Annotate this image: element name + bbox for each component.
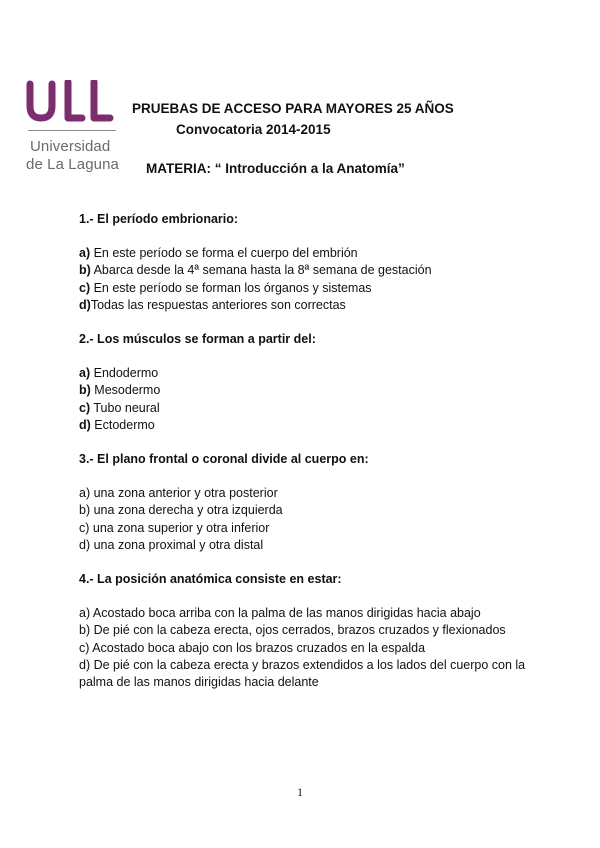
question-4 (79, 571, 549, 691)
option-b: b) Abarca desde la 4ª semana hasta la 8ª semana de gestación (79, 263, 432, 278)
question-title: 3.- El plano frontal o coronal divide al cuerpo en: (79, 452, 369, 467)
exam-convocatoria: Convocatoria 2014-2015 (176, 122, 331, 137)
question-options (79, 245, 549, 314)
question-options (79, 365, 549, 434)
question-options (79, 485, 549, 554)
university-logo (24, 80, 124, 175)
option-b: b) una zona derecha y otra izquierda (79, 503, 283, 518)
question-options (79, 605, 549, 691)
option-a: a) En este período se forma el cuerpo del embrión (79, 246, 358, 261)
logo-location-text: de La Laguna (26, 156, 119, 173)
exam-title: PRUEBAS DE ACCESO PARA MAYORES 25 AÑOS (132, 101, 454, 116)
question-title: 1.- El período embrionario: (79, 212, 239, 226)
option-a: a) Endodermo (79, 366, 159, 381)
option-d: d) Ectodermo (79, 417, 155, 432)
option-c: c) Acostado boca abajo con los brazos cruzados en la espalda (79, 640, 426, 655)
option-d: d) De pié con la cabeza erecta y brazos extendidos a los lados del cuerpo con la palma de las manos dirigidas hacia delante (79, 657, 526, 690)
question-title: 4.- La posición anatómica consiste en estar: (79, 572, 342, 587)
question-2 (79, 331, 549, 434)
option-c: c) Tubo neural (79, 400, 160, 415)
question-title: 2.- Los músculos se forman a partir del: (79, 332, 316, 347)
questions-list (79, 211, 549, 708)
logo-university-text: Universidad (30, 138, 111, 155)
option-b: b) Mesodermo (79, 383, 161, 398)
exam-subject: MATERIA: “ Introducción a la Anatomía” (146, 161, 405, 176)
option-a: a) Acostado boca arriba con la palma de las manos dirigidas hacia abajo (79, 606, 481, 621)
question-1 (79, 211, 549, 314)
option-c: c) En este período se forman los órganos y sistemas (79, 280, 372, 295)
question-3 (79, 451, 549, 554)
option-d: d)Todas las respuestas anteriores son correctas (79, 297, 346, 312)
logo-divider (28, 130, 116, 131)
option-c: c) una zona superior y otra inferior (79, 520, 270, 535)
page-number: 1 (297, 785, 303, 799)
ull-logo-mark-icon (24, 80, 120, 122)
option-d: d) una zona proximal y otra distal (79, 537, 264, 552)
option-a: a) una zona anterior y otra posterior (79, 486, 278, 501)
option-b: b) De pié con la cabeza erecta, ojos cerrados, brazos cruzados y flexionados (79, 623, 506, 638)
